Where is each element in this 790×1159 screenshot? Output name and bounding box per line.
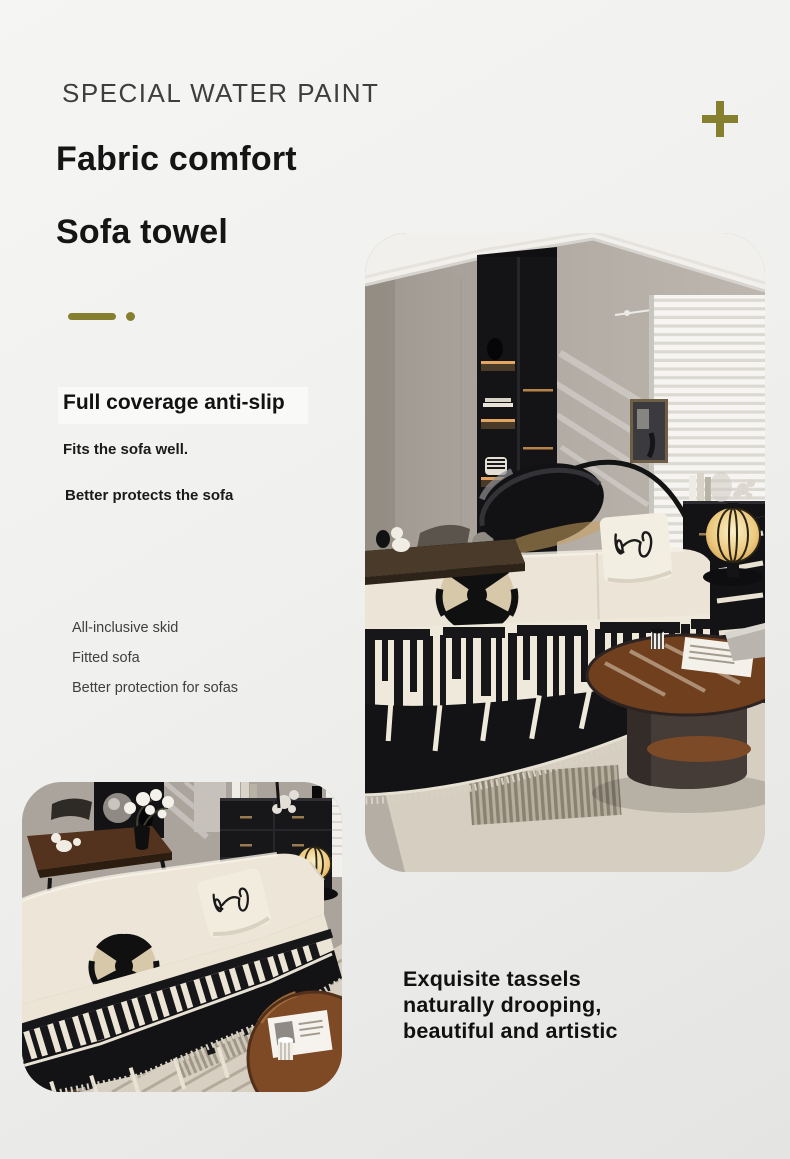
divider-bar	[68, 313, 116, 320]
divider-dot	[126, 312, 135, 321]
books	[232, 782, 257, 798]
caption-line-3: beautiful and artistic	[403, 1019, 618, 1043]
feature-point-bold-2: Better protects the sofa	[65, 487, 234, 504]
feature-point-bold-1: Fits the sofa well.	[63, 441, 189, 458]
living-room-scene	[365, 233, 765, 872]
feature-list-item-2: Fitted sofa	[72, 650, 140, 666]
glass-vase	[710, 472, 732, 502]
feature-list-item-3: Better protection for sofas	[72, 680, 239, 696]
ribbed-cup	[278, 1037, 293, 1060]
caption-line-1: Exquisite tassels	[403, 967, 581, 991]
plus-icon-vertical-bar	[716, 101, 724, 137]
feature-list-item-1: All-inclusive skid	[72, 620, 179, 636]
paper	[268, 1010, 333, 1058]
caption-line-2: naturally drooping,	[403, 993, 602, 1017]
plus-icon	[702, 101, 738, 137]
sofa-closeup-scene	[22, 782, 342, 1092]
striped-cup	[651, 629, 664, 650]
page-title-line1: Fabric comfort	[56, 140, 297, 178]
eyebrow-text: SPECIAL WATER PAINT	[62, 78, 380, 108]
caption-text	[403, 966, 618, 1044]
scribble-pillow	[599, 512, 672, 584]
main-product-photo	[365, 233, 765, 872]
page-title-line2: Sofa towel	[56, 213, 229, 251]
books	[689, 473, 711, 501]
wall-picture-frame	[630, 399, 668, 463]
secondary-product-photo	[22, 782, 342, 1092]
feature-headline: Full coverage anti-slip	[63, 391, 285, 414]
